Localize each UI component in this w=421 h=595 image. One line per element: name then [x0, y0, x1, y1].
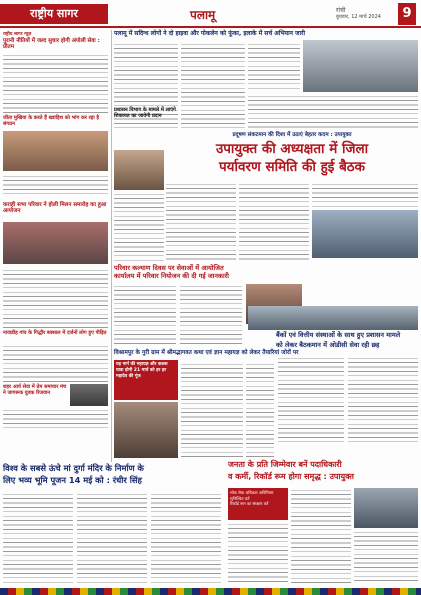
group-photo-2: [3, 222, 108, 264]
info-item-1: लोक सेवा अधिकार अधिनियम सुनिश्चित करें: [230, 490, 274, 501]
public-body-2: [354, 530, 418, 584]
masthead-rule: [0, 26, 421, 28]
brand-logo: राष्ट्रीय सागर: [0, 4, 108, 24]
village-body-1: [181, 362, 243, 458]
public-headline-1: जनता के प्रति जिम्मेवार बनें पदाधिकारी: [228, 460, 342, 469]
temple-headline-1: विश्व के सबसे ऊंचे मां दुर्गा मंदिर के निर्माण के: [3, 463, 144, 473]
public-body-3: [228, 522, 288, 584]
officer-photo: [114, 150, 164, 190]
group-photo-1: [3, 131, 108, 171]
left-body-2: [3, 174, 108, 198]
bank-body-1: [278, 356, 344, 446]
bank-photo: [248, 306, 418, 330]
page-number: 9: [398, 3, 416, 25]
main-headline-2: पर्यावरण समिति की हुई बैठक: [218, 159, 366, 175]
left-body-5: [3, 408, 108, 430]
main-body-3: [312, 182, 418, 208]
main-kicker: प्रदूषण संकटमान की दिशा में उठाएं बेहतर कदम : उपायुक्त: [232, 132, 352, 138]
family-headline-1: परिवार कल्याण दिवस पर सेवाओं में आयोजित: [114, 264, 224, 272]
top-body-4: [248, 94, 418, 130]
main-headline-1: उपायुक्त की अध्यक्षता में जिला: [215, 141, 369, 157]
left-headline-2: जीता मुखिया के करते हैं ख्वाहिश को भांग कर रहा है संगठन: [3, 115, 100, 127]
temple-body-3: [151, 492, 221, 584]
family-body-2: [180, 284, 242, 344]
left-body-1: [3, 53, 108, 113]
left-headline-5: शहर आर्य सेवा में प्रेम समाचार मंच ने जागरूक युवक रिजवान: [3, 384, 67, 396]
family-headline-2: कार्यालय में परिवार नियोजन की दी गई जानकारी: [114, 272, 229, 280]
bank-headline-2: को लेकर बैठकमान में ओडीसी सेवा रही छह: [276, 341, 380, 349]
edition-location: रांची: [336, 7, 346, 14]
bank-body-2: [348, 356, 418, 446]
left-headline-4: नावाडीह गांव के गिद्धौर बक्साल में दर्जनों लोग हुए पीड़ित: [3, 330, 107, 336]
temple-body-2: [77, 492, 147, 584]
priest-photo: [114, 402, 178, 458]
news-tag: राष्ट्रीय सागर न्यूज़: [3, 32, 32, 37]
meeting-photo-2: [354, 488, 418, 528]
left-body-3: [3, 268, 108, 328]
color-bar: [0, 588, 421, 595]
left-headline-3: कराही सभा परिवार ने होली मिलन समारोह का हुआ आयोजन: [3, 202, 107, 215]
village-body-2: [246, 362, 274, 458]
main-body-1: [166, 182, 236, 260]
top-headline: पलामू में सदिग्ध लोगों ने दो हाइवा और पोकलेन को फूंका, इलाके में सर्च अभियान जारी: [114, 30, 306, 37]
left-headline-1: पुरानी नीतियों में जल्द सुधार होगी अंपोली सेवा : प्रीतम: [3, 38, 100, 51]
column-divider: [111, 30, 112, 462]
city-title: पलामू: [190, 8, 216, 22]
bank-headline-1: बैंकों एवं वित्तीय संस्थाओं के साथ हुए प्रशासन मामले: [276, 331, 401, 339]
mid-headline: प्रशासन विभाग के मामले में लाएंगे शिकायत का जायेगी प्रदान: [114, 107, 176, 119]
temple-body-1: [3, 492, 73, 584]
portrait-photo: [70, 384, 108, 406]
family-body-1: [114, 284, 176, 344]
left-body-4: [3, 344, 108, 382]
info-box: [228, 488, 288, 520]
ad-box: यह मार्ग की महायज्ञ और कलश यात्रा होगी 21 मार्च को हर हर महादेव की गूंज: [114, 360, 178, 400]
edition-date: बुधवार, 12 मार्च 2024: [336, 14, 381, 20]
temple-headline-2: लिए भव्य भूमि पूजन 14 मई को : रंधीर सिंह: [3, 475, 142, 485]
main-body-2: [239, 182, 309, 260]
village-headline: विश्रामपुर के गुरी ग्राम में श्रीमद्भागवत कथा एवं ज्ञान महायज्ञ को लेकर तैयारियां जोरों पर: [114, 350, 299, 356]
vehicle-photo: [303, 40, 418, 92]
public-headline-2: व कर्मी, रिकॉर्ड रूम होगा समृद्ध : उपायुक्त: [228, 472, 354, 481]
mid-body-1: [114, 192, 164, 262]
info-item-2: रिकॉर्ड रूम का संरक्षण करें: [230, 501, 269, 506]
meeting-photo-1: [312, 210, 418, 258]
top-body-3: [248, 42, 300, 90]
public-body-1: [291, 488, 351, 584]
top-body-2: [181, 42, 245, 130]
